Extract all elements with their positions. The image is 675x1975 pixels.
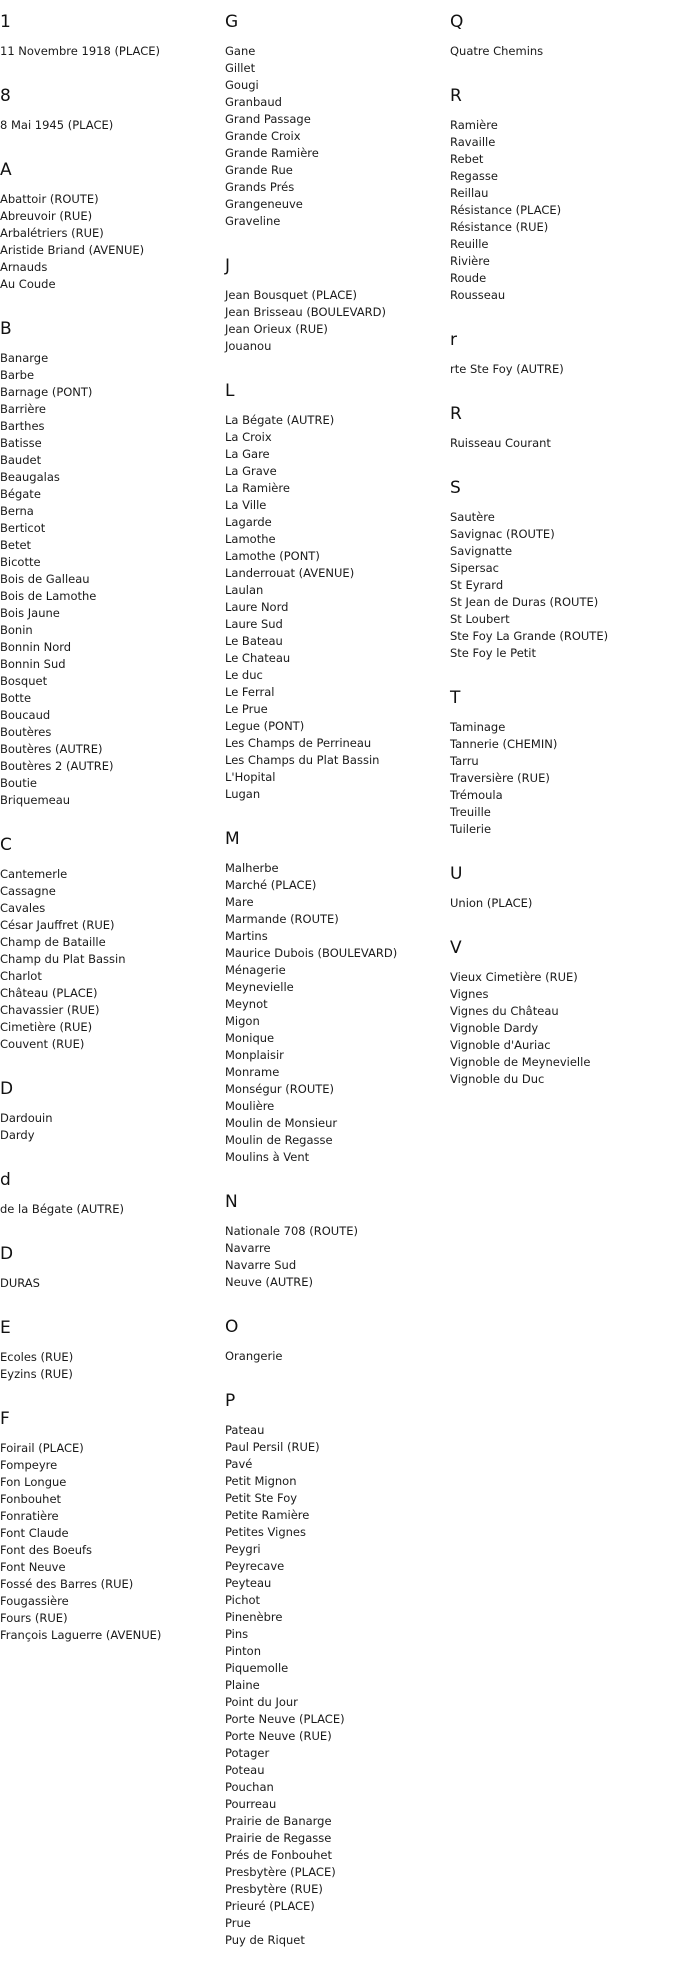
street-link[interactable]: Petit Mignon bbox=[225, 1474, 297, 1488]
street-link[interactable]: Barnage (PONT) bbox=[0, 385, 93, 399]
street-link[interactable]: Graveline bbox=[225, 214, 281, 228]
street-link[interactable]: Peyrecave bbox=[225, 1559, 285, 1573]
street-link[interactable]: Arbalétriers (RUE) bbox=[0, 226, 104, 240]
street-link[interactable]: Tannerie (CHEMIN) bbox=[450, 737, 558, 751]
street-link[interactable]: Pourreau bbox=[225, 1797, 277, 1811]
street-link[interactable]: Vignoble de Meynevielle bbox=[450, 1055, 591, 1069]
street-link[interactable]: Ecoles (RUE) bbox=[0, 1350, 74, 1364]
letter-heading: T bbox=[450, 688, 461, 708]
street-link[interactable]: Boutères 2 (AUTRE) bbox=[0, 759, 114, 773]
street-link[interactable]: Ravaille bbox=[450, 135, 496, 149]
street-link[interactable]: Monségur (ROUTE) bbox=[225, 1082, 335, 1096]
street-link[interactable]: Ste Foy le Petit bbox=[450, 646, 536, 660]
letter-heading: C bbox=[0, 835, 12, 855]
street-link[interactable]: Point du Jour bbox=[225, 1695, 298, 1709]
letter-group bbox=[450, 86, 675, 304]
street-link[interactable]: Berna bbox=[0, 504, 34, 518]
street-link[interactable]: Monrame bbox=[225, 1065, 280, 1079]
street-link[interactable]: Nationale 708 (ROUTE) bbox=[225, 1224, 358, 1238]
street-list bbox=[0, 1275, 225, 1292]
letter-group bbox=[0, 1079, 225, 1144]
letter-heading: J bbox=[225, 256, 231, 276]
street-link[interactable]: Ramière bbox=[450, 118, 498, 132]
street-list bbox=[225, 1348, 450, 1365]
street-link[interactable]: Roude bbox=[450, 271, 487, 285]
street-link[interactable]: Prairie de Regasse bbox=[225, 1831, 332, 1845]
street-link[interactable]: Boutie bbox=[0, 776, 37, 790]
letter-group bbox=[450, 938, 675, 1088]
street-list bbox=[0, 1201, 225, 1218]
letter-group bbox=[0, 86, 225, 134]
street-link[interactable]: Ste Foy La Grande (ROUTE) bbox=[450, 629, 609, 643]
street-link[interactable]: Champ du Plat Bassin bbox=[0, 952, 126, 966]
street-link[interactable]: Vignes bbox=[450, 987, 489, 1001]
street-link[interactable]: Pavé bbox=[225, 1457, 253, 1471]
street-list bbox=[225, 43, 450, 230]
street-list bbox=[0, 1349, 225, 1383]
street-link[interactable]: Prue bbox=[225, 1916, 251, 1930]
street-link[interactable]: St Jean de Duras (ROUTE) bbox=[450, 595, 599, 609]
street-list bbox=[0, 1440, 225, 1644]
street-link[interactable]: Bosquet bbox=[0, 674, 48, 688]
street-link[interactable]: Champ de Bataille bbox=[0, 935, 106, 949]
street-link[interactable]: Navarre Sud bbox=[225, 1258, 297, 1272]
street-link[interactable]: Barthes bbox=[0, 419, 45, 433]
street-link[interactable]: Porte Neuve (PLACE) bbox=[225, 1712, 345, 1726]
letter-group bbox=[450, 12, 675, 60]
street-link[interactable]: Vieux Cimetière (RUE) bbox=[450, 970, 578, 984]
street-link[interactable]: Le Prue bbox=[225, 702, 268, 716]
street-link[interactable]: Peyteau bbox=[225, 1576, 272, 1590]
street-link[interactable]: Pins bbox=[225, 1627, 249, 1641]
letter-heading: S bbox=[450, 478, 461, 498]
street-link[interactable]: Fossé des Barres (RUE) bbox=[0, 1577, 134, 1591]
street-link[interactable]: Bonnin Nord bbox=[0, 640, 72, 654]
street-link[interactable]: Chavassier (RUE) bbox=[0, 1003, 100, 1017]
street-link[interactable]: Beaugalas bbox=[0, 470, 60, 484]
street-link[interactable]: Jean Bousquet (PLACE) bbox=[225, 288, 358, 302]
street-link[interactable]: Lugan bbox=[225, 787, 261, 801]
street-link[interactable]: La Grave bbox=[225, 464, 277, 478]
street-link[interactable]: Le Chateau bbox=[225, 651, 291, 665]
street-link[interactable]: Vignoble d'Auriac bbox=[450, 1038, 551, 1052]
street-link[interactable]: Laulan bbox=[225, 583, 264, 597]
street-link[interactable]: Le duc bbox=[225, 668, 263, 682]
street-link[interactable]: Pateau bbox=[225, 1423, 265, 1437]
street-link[interactable]: Lagarde bbox=[225, 515, 272, 529]
street-link[interactable]: Poteau bbox=[225, 1763, 265, 1777]
street-link[interactable]: Grands Prés bbox=[225, 180, 295, 194]
street-link[interactable]: Landerrouat (AVENUE) bbox=[225, 566, 355, 580]
street-link[interactable]: Pichot bbox=[225, 1593, 261, 1607]
street-link[interactable]: Paul Persil (RUE) bbox=[225, 1440, 320, 1454]
street-link[interactable]: Bégate bbox=[0, 487, 41, 501]
street-link[interactable]: Le Bateau bbox=[225, 634, 283, 648]
letter-heading: N bbox=[225, 1192, 238, 1212]
letter-group bbox=[0, 1170, 225, 1218]
letter-heading: O bbox=[225, 1317, 239, 1337]
street-link[interactable]: Banarge bbox=[0, 351, 49, 365]
street-link[interactable]: Navarre bbox=[225, 1241, 271, 1255]
letter-heading: G bbox=[225, 12, 239, 32]
letter-group bbox=[225, 1391, 450, 1949]
street-link[interactable]: Jean Brisseau (BOULEVARD) bbox=[225, 305, 386, 319]
street-link[interactable]: Rivière bbox=[450, 254, 490, 268]
letter-heading: P bbox=[225, 1391, 236, 1411]
street-link[interactable]: Fonbouhet bbox=[0, 1492, 62, 1506]
letter-group bbox=[0, 12, 225, 60]
street-link[interactable]: Boutères (AUTRE) bbox=[0, 742, 103, 756]
street-link[interactable]: Marmande (ROUTE) bbox=[225, 912, 339, 926]
street-link[interactable]: Aristide Briand (AVENUE) bbox=[0, 243, 145, 257]
street-list bbox=[225, 1223, 450, 1291]
letter-heading: Q bbox=[450, 12, 464, 32]
street-link[interactable]: Prieuré (PLACE) bbox=[225, 1899, 315, 1913]
street-link[interactable]: Sipersac bbox=[450, 561, 499, 575]
street-link[interactable]: Sautère bbox=[450, 510, 495, 524]
column-3 bbox=[450, 0, 675, 1114]
letter-group bbox=[0, 1318, 225, 1383]
street-link[interactable]: Berticot bbox=[0, 521, 46, 535]
street-link[interactable]: Grangeneuve bbox=[225, 197, 303, 211]
street-list bbox=[450, 435, 675, 452]
street-list bbox=[450, 509, 675, 662]
street-link[interactable]: Meynevielle bbox=[225, 980, 294, 994]
letter-group bbox=[0, 1244, 225, 1292]
street-link[interactable]: Potager bbox=[225, 1746, 270, 1760]
street-link[interactable]: Monique bbox=[225, 1031, 275, 1045]
street-list bbox=[450, 43, 675, 60]
street-link[interactable]: Legue (PONT) bbox=[225, 719, 305, 733]
letter-heading: D bbox=[0, 1079, 14, 1099]
street-link[interactable]: Lamothe bbox=[225, 532, 276, 546]
street-link[interactable]: Jouanou bbox=[225, 339, 272, 353]
letter-heading: U bbox=[450, 864, 463, 884]
street-link[interactable]: Les Champs de Perrineau bbox=[225, 736, 372, 750]
letter-heading: V bbox=[450, 938, 462, 958]
letter-group bbox=[225, 381, 450, 803]
letter-group bbox=[225, 256, 450, 355]
street-list bbox=[225, 860, 450, 1166]
street-list bbox=[0, 866, 225, 1053]
street-link[interactable]: Malherbe bbox=[225, 861, 279, 875]
street-link[interactable]: Vignoble du Duc bbox=[450, 1072, 545, 1086]
letter-heading: F bbox=[0, 1409, 10, 1429]
street-link[interactable]: Grande Rue bbox=[225, 163, 293, 177]
street-link[interactable]: Rousseau bbox=[450, 288, 506, 302]
letter-heading: B bbox=[0, 319, 12, 339]
street-link[interactable]: Font Claude bbox=[0, 1526, 69, 1540]
street-link[interactable]: Abreuvoir (RUE) bbox=[0, 209, 93, 223]
street-link[interactable]: Abattoir (ROUTE) bbox=[0, 192, 99, 206]
street-link[interactable]: Treuille bbox=[450, 805, 491, 819]
street-link[interactable]: François Laguerre (AVENUE) bbox=[0, 1628, 162, 1642]
column-2 bbox=[225, 0, 450, 1975]
street-list bbox=[450, 361, 675, 378]
street-link[interactable]: Piquemolle bbox=[225, 1661, 289, 1675]
street-link[interactable]: Granbaud bbox=[225, 95, 282, 109]
street-link[interactable]: Barbe bbox=[0, 368, 35, 382]
street-link[interactable]: Cimetière (RUE) bbox=[0, 1020, 93, 1034]
street-link[interactable]: Taminage bbox=[450, 720, 506, 734]
street-link[interactable]: Font Neuve bbox=[0, 1560, 66, 1574]
letter-group bbox=[450, 864, 675, 912]
street-link[interactable]: St Eyrard bbox=[450, 578, 504, 592]
street-link[interactable]: Rebet bbox=[450, 152, 484, 166]
street-link[interactable]: Plaine bbox=[225, 1678, 260, 1692]
letter-heading: R bbox=[450, 404, 462, 424]
street-link[interactable]: Peygri bbox=[225, 1542, 261, 1556]
street-link[interactable]: Grande Ramière bbox=[225, 146, 319, 160]
street-link[interactable]: Botte bbox=[0, 691, 32, 705]
street-link[interactable]: Fours (RUE) bbox=[0, 1611, 68, 1625]
street-link[interactable]: Migon bbox=[225, 1014, 260, 1028]
street-link[interactable]: Au Coude bbox=[0, 277, 56, 291]
street-list bbox=[225, 1422, 450, 1949]
street-link[interactable]: Eyzins (RUE) bbox=[0, 1367, 73, 1381]
street-link[interactable]: Prairie de Banarge bbox=[225, 1814, 332, 1828]
street-link[interactable]: Bois de Galleau bbox=[0, 572, 90, 586]
letter-heading: L bbox=[225, 381, 235, 401]
street-link[interactable]: La Ramière bbox=[225, 481, 290, 495]
street-list bbox=[450, 117, 675, 304]
letter-heading: R bbox=[450, 86, 462, 106]
street-link[interactable]: Presbytère (PLACE) bbox=[225, 1865, 336, 1879]
street-link[interactable]: Bois de Lamothe bbox=[0, 589, 97, 603]
street-link[interactable]: Quatre Chemins bbox=[450, 44, 544, 58]
street-link[interactable]: Fon Longue bbox=[0, 1475, 67, 1489]
column-1 bbox=[0, 0, 225, 1670]
street-link[interactable]: Gougi bbox=[225, 78, 259, 92]
street-link[interactable]: Traversière (RUE) bbox=[450, 771, 550, 785]
letter-group bbox=[0, 160, 225, 293]
street-link[interactable]: L'Hopital bbox=[225, 770, 276, 784]
street-link[interactable]: Cassagne bbox=[0, 884, 56, 898]
street-link[interactable]: Bicotte bbox=[0, 555, 41, 569]
street-link[interactable]: Meynot bbox=[225, 997, 268, 1011]
street-link[interactable]: La Croix bbox=[225, 430, 272, 444]
street-link[interactable]: Cavales bbox=[0, 901, 46, 915]
letter-group bbox=[450, 330, 675, 378]
street-link[interactable]: Boutères bbox=[0, 725, 52, 739]
letter-heading: 8 bbox=[0, 86, 11, 106]
street-link[interactable]: Laure Nord bbox=[225, 600, 289, 614]
street-link[interactable]: 11 Novembre 1918 (PLACE) bbox=[0, 44, 160, 58]
letter-heading: E bbox=[0, 1318, 11, 1338]
street-link[interactable]: Château (PLACE) bbox=[0, 986, 98, 1000]
street-link[interactable]: Foirail (PLACE) bbox=[0, 1441, 84, 1455]
street-list bbox=[0, 117, 225, 134]
street-list bbox=[225, 287, 450, 355]
street-link[interactable]: Tuilerie bbox=[450, 822, 492, 836]
street-link[interactable]: de la Bégate (AUTRE) bbox=[0, 1202, 125, 1216]
street-link[interactable]: Cantemerle bbox=[0, 867, 68, 881]
street-link[interactable]: Regasse bbox=[450, 169, 498, 183]
street-link[interactable]: Mare bbox=[225, 895, 254, 909]
street-link[interactable]: Arnauds bbox=[0, 260, 48, 274]
street-link[interactable]: Prés de Fonbouhet bbox=[225, 1848, 332, 1862]
street-link[interactable]: Gane bbox=[225, 44, 256, 58]
street-link[interactable]: Savignac (ROUTE) bbox=[450, 527, 555, 541]
street-link[interactable]: Tarru bbox=[450, 754, 479, 768]
letter-heading: r bbox=[450, 330, 457, 350]
street-link[interactable]: Orangerie bbox=[225, 1349, 283, 1363]
street-link[interactable]: Moulin de Monsieur bbox=[225, 1116, 338, 1130]
street-link[interactable]: Les Champs du Plat Bassin bbox=[225, 753, 380, 767]
street-link[interactable]: Résistance (RUE) bbox=[450, 220, 549, 234]
street-link[interactable]: Porte Neuve (RUE) bbox=[225, 1729, 332, 1743]
letter-group bbox=[450, 404, 675, 452]
street-link[interactable]: Dardy bbox=[0, 1128, 35, 1142]
street-link[interactable]: Moulin de Regasse bbox=[225, 1133, 333, 1147]
letter-heading: d bbox=[0, 1170, 11, 1190]
street-link[interactable]: Petite Ramière bbox=[225, 1508, 310, 1522]
street-link[interactable]: Résistance (PLACE) bbox=[450, 203, 562, 217]
street-link[interactable]: Bonin bbox=[0, 623, 33, 637]
street-link[interactable]: Petites Vignes bbox=[225, 1525, 306, 1539]
street-link[interactable]: Monplaisir bbox=[225, 1048, 284, 1062]
letter-group bbox=[450, 478, 675, 662]
letter-group bbox=[225, 1317, 450, 1365]
street-link[interactable]: Dardouin bbox=[0, 1111, 53, 1125]
street-link[interactable]: César Jauffret (RUE) bbox=[0, 918, 115, 932]
letter-group bbox=[225, 12, 450, 230]
street-link[interactable]: Petit Ste Foy bbox=[225, 1491, 298, 1505]
street-link[interactable]: Briquemeau bbox=[0, 793, 71, 807]
letter-group bbox=[0, 319, 225, 809]
street-link[interactable]: Pinenèbre bbox=[225, 1610, 283, 1624]
street-link[interactable]: Betet bbox=[0, 538, 32, 552]
street-list bbox=[0, 1110, 225, 1144]
street-link[interactable]: Neuve (AUTRE) bbox=[225, 1275, 314, 1289]
letter-group bbox=[225, 829, 450, 1166]
street-link[interactable]: La Ville bbox=[225, 498, 267, 512]
street-link[interactable]: Le Ferral bbox=[225, 685, 275, 699]
street-link[interactable]: Martins bbox=[225, 929, 268, 943]
street-link[interactable]: Fompeyre bbox=[0, 1458, 58, 1472]
street-link[interactable]: Reillau bbox=[450, 186, 489, 200]
street-link[interactable]: Boucaud bbox=[0, 708, 51, 722]
street-link[interactable]: Vignoble Dardy bbox=[450, 1021, 539, 1035]
street-link[interactable]: Laure Sud bbox=[225, 617, 283, 631]
street-link[interactable]: Trémoula bbox=[450, 788, 503, 802]
street-link[interactable]: Puy de Riquet bbox=[225, 1933, 305, 1947]
street-link[interactable]: Font des Boeufs bbox=[0, 1543, 93, 1557]
street-link[interactable]: Couvent (RUE) bbox=[0, 1037, 85, 1051]
street-link[interactable]: Grande Croix bbox=[225, 129, 301, 143]
street-link[interactable]: La Gare bbox=[225, 447, 270, 461]
street-link[interactable]: Lamothe (PONT) bbox=[225, 549, 320, 563]
letter-group bbox=[450, 688, 675, 838]
street-link[interactable]: La Bégate (AUTRE) bbox=[225, 413, 335, 427]
letter-group bbox=[0, 835, 225, 1053]
street-link[interactable]: Marché (PLACE) bbox=[225, 878, 317, 892]
street-link[interactable]: Maurice Dubois (BOULEVARD) bbox=[225, 946, 398, 960]
street-link[interactable]: Baudet bbox=[0, 453, 42, 467]
street-link[interactable]: Ménagerie bbox=[225, 963, 286, 977]
street-link[interactable]: Savignatte bbox=[450, 544, 513, 558]
street-link[interactable]: Reuille bbox=[450, 237, 489, 251]
street-link[interactable]: Fougassière bbox=[0, 1594, 69, 1608]
street-link[interactable]: Gillet bbox=[225, 61, 256, 75]
letter-group bbox=[225, 1192, 450, 1291]
street-list bbox=[450, 719, 675, 838]
street-list bbox=[450, 969, 675, 1088]
street-link[interactable]: Vignes du Château bbox=[450, 1004, 559, 1018]
letter-heading: D bbox=[0, 1244, 14, 1264]
street-link[interactable]: Bonnin Sud bbox=[0, 657, 66, 671]
street-list bbox=[450, 895, 675, 912]
street-link[interactable]: Batisse bbox=[0, 436, 42, 450]
letter-heading: M bbox=[225, 829, 240, 849]
street-link[interactable]: Presbytère (RUE) bbox=[225, 1882, 323, 1896]
letter-group bbox=[0, 1409, 225, 1644]
street-link[interactable]: Ruisseau Courant bbox=[450, 436, 551, 450]
street-link[interactable]: Pinton bbox=[225, 1644, 261, 1658]
street-link[interactable]: 8 Mai 1945 (PLACE) bbox=[0, 118, 114, 132]
street-link[interactable]: Union (PLACE) bbox=[450, 896, 533, 910]
street-list bbox=[0, 43, 225, 60]
street-list bbox=[0, 191, 225, 293]
letter-heading: 1 bbox=[0, 12, 11, 32]
street-link[interactable]: Bois Jaune bbox=[0, 606, 60, 620]
street-link[interactable]: Grand Passage bbox=[225, 112, 311, 126]
letter-heading: A bbox=[0, 160, 12, 180]
street-link[interactable]: DURAS bbox=[0, 1276, 40, 1290]
street-link[interactable]: Charlot bbox=[0, 969, 42, 983]
street-link[interactable]: St Loubert bbox=[450, 612, 510, 626]
street-list bbox=[0, 350, 225, 809]
street-link[interactable]: Moulins à Vent bbox=[225, 1150, 310, 1164]
street-link[interactable]: Jean Orieux (RUE) bbox=[225, 322, 328, 336]
street-link[interactable]: Pouchan bbox=[225, 1780, 274, 1794]
street-link[interactable]: Barrière bbox=[0, 402, 47, 416]
street-list bbox=[225, 412, 450, 803]
street-link[interactable]: Moulière bbox=[225, 1099, 275, 1113]
street-link[interactable]: Fonratière bbox=[0, 1509, 59, 1523]
street-link[interactable]: rte Ste Foy (AUTRE) bbox=[450, 362, 564, 376]
